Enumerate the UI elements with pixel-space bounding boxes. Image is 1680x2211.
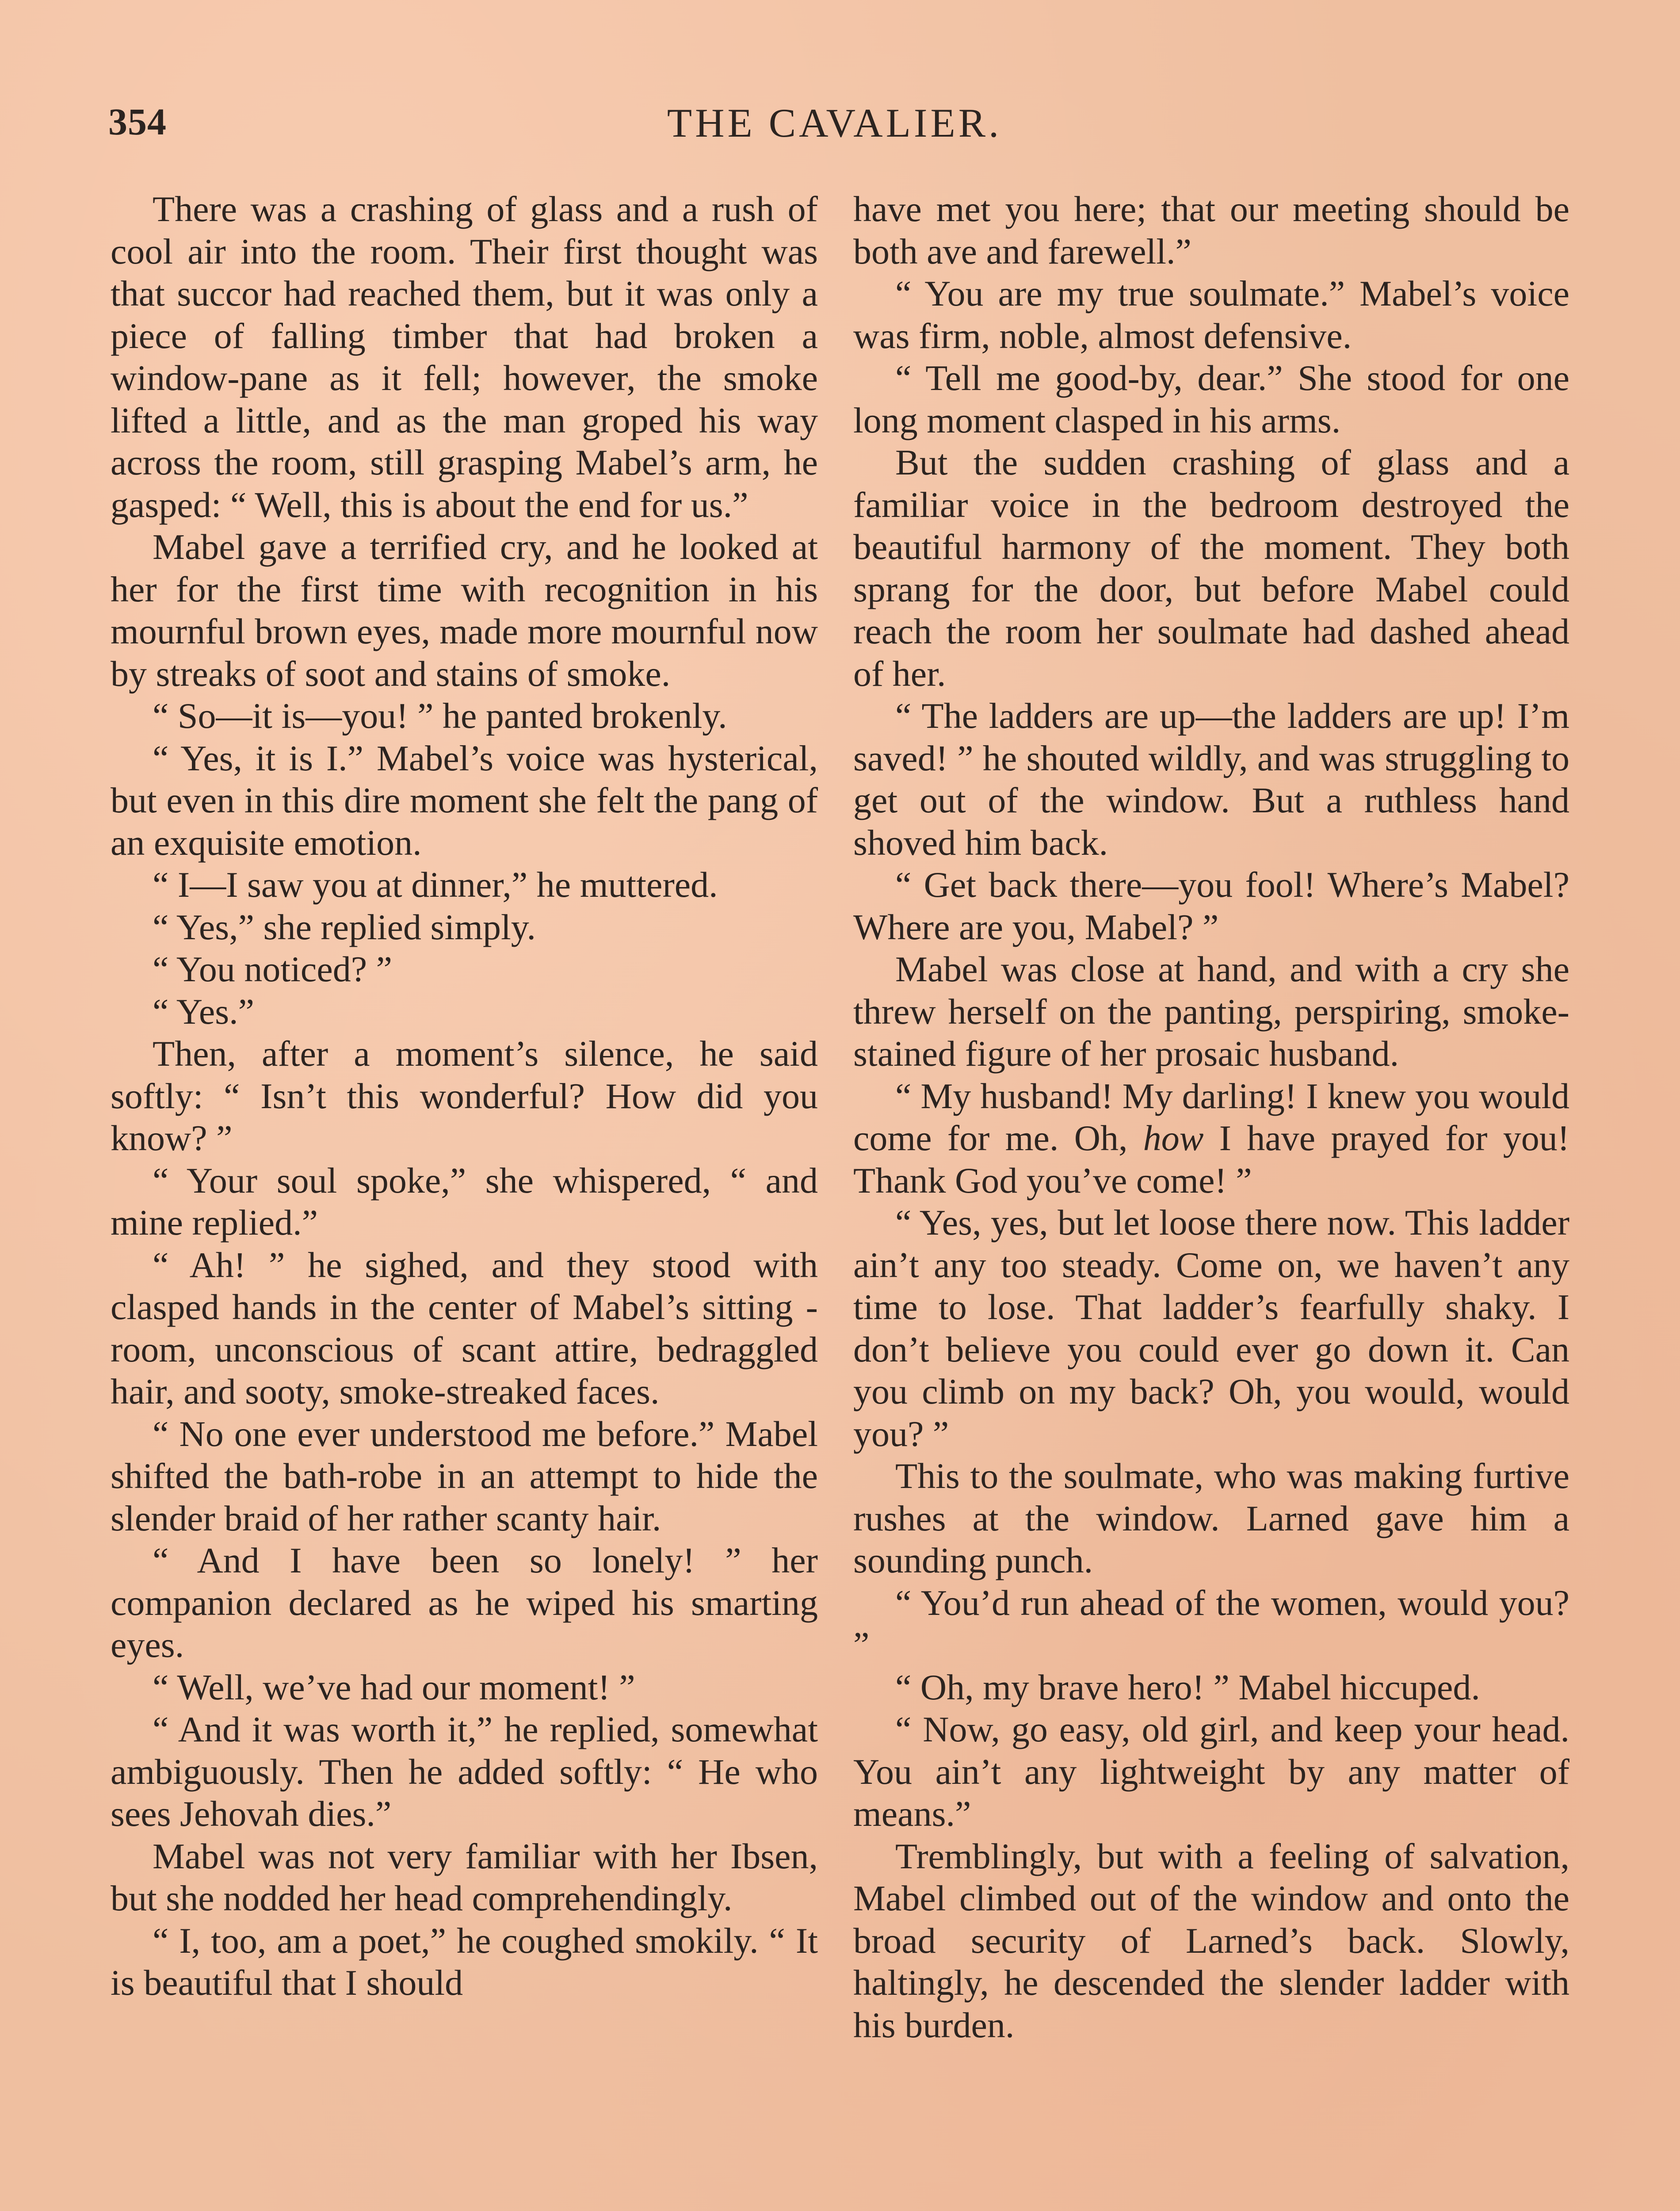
- paragraph: But the sudden crashing of glass and a familiar voice in the bedroom destroyed the beautiful harmony of the moment. They both sprang for the door, but before Mabel could reach the room her soulmate had dashed ahead of her.: [853, 442, 1569, 694]
- paragraph: Then, after a moment’s silence, he said softly: “ Isn’t this wonderful? How did you know? ”: [111, 1033, 818, 1158]
- paragraph: There was a crashing of glass and a rush of cool air into the room. Their first thought was that succor had reached them, but it was only a piece of falling timber that had broken a window-pane as it fell; however, the smoke lifted a little, and as the man groped his way across the room, still grasping Mabel’s arm, he gasped: “ Well, this is about the end for us.”: [111, 189, 818, 525]
- paragraph: “ So—it is—you! ” he panted brokenly.: [153, 696, 727, 736]
- paragraph: “ Well, we’ve had our moment! ”: [153, 1667, 635, 1707]
- paragraph: “ Yes.”: [153, 991, 255, 1032]
- continued-paragraph: have met you here; that our meeting should be both ave and farewell.”: [853, 189, 1569, 272]
- left-text-column: [111, 188, 818, 2004]
- paragraph: “ Oh, my brave hero! ” Mabel hiccuped.: [895, 1667, 1480, 1707]
- page-header: [104, 91, 1565, 153]
- paragraph: Tremblingly, but with a feeling of salvation, Mabel climbed out of the window and onto the broad security of Larned’s back. Slowly, haltingly, he descended the slender ladder with his burden.: [853, 1836, 1569, 2045]
- paragraph: “ You’d run ahead of the women, would you? ”: [853, 1582, 1569, 1665]
- right-text-column: [853, 188, 1569, 2046]
- paragraph: “ I, too, am a poet,” he coughed smokily. “ It is beautiful that I should: [111, 1920, 818, 2003]
- paragraph: “ Ah! ” he sighed, and they stood with clasped hands in the center of Mabel’s sitting - room, unconscious of scant attire, bedraggled hair, and sooty, smoke-streaked faces.: [111, 1244, 818, 1412]
- paragraph: This to the soulmate, who was making furtive rushes at the window. Larned gave him a sounding punch.: [853, 1456, 1569, 1580]
- paragraph: “ And I have been so lonely! ” her companion declared as he wiped his smarting eyes.: [111, 1540, 818, 1665]
- prayer-text-before: “ My husband! My darling! I knew you would come for me. Oh,: [853, 1075, 1569, 1158]
- paragraph: “ Yes, yes, but let loose there now. This ladder ain’t any too steady. Come on, we haven’t any time to lose. That ladder’s fearfully shaky. I don’t believe you could ever go down it. Can you climb on my back? Oh, you would, would you? ”: [853, 1202, 1569, 1454]
- prayer-text-after: I have prayed for you! Thank God you’ve come! ”: [853, 1118, 1570, 1201]
- paragraph: “ And it was worth it,” he replied, somewhat ambiguously. Then he added softly: “ He who sees Jehovah dies.”: [111, 1709, 818, 1834]
- paragraph: “ Now, go easy, old girl, and keep your head. You ain’t any lightweight by any matter of means.”: [853, 1709, 1569, 1834]
- paragraph: “ The ladders are up—the ladders are up! I’m saved! ” he shouted wildly, and was struggling to get out of the window. But a ruthless hand shoved him back.: [853, 696, 1569, 863]
- page-number: 354: [108, 100, 167, 143]
- paragraph: Mabel was close at hand, and with a cry she threw herself on the panting, perspiring, smoke-stained figure of her prosaic husband.: [853, 949, 1569, 1074]
- paragraph: Mabel gave a terrified cry, and he looked at her for the first time with recognition in his mournful brown eyes, made more mournful now by streaks of soot and stains of smoke.: [111, 527, 818, 694]
- paragraph: “ I—I saw you at dinner,” he muttered.: [153, 865, 718, 905]
- paragraph: “ Your soul spoke,” she whispered, “ and mine replied.”: [111, 1160, 818, 1243]
- prayer-paragraph: [853, 1075, 1569, 1202]
- paragraph: “ Yes, it is I.” Mabel’s voice was hysterical, but even in this dire moment she felt the pang of an exquisite emotion.: [111, 738, 818, 863]
- paragraph: Mabel was not very familiar with her Ibsen, but she nodded her head comprehendingly.: [111, 1836, 818, 1918]
- paragraph: “ Get back there—you fool! Where’s Mabel? Where are you, Mabel? ”: [853, 865, 1569, 947]
- emphasized-word: how: [1143, 1118, 1204, 1158]
- paragraph: “ You noticed? ”: [153, 949, 393, 989]
- paragraph: “ Yes,” she replied simply.: [153, 907, 536, 947]
- paragraph: “ You are my true soulmate.” Mabel’s voice was firm, noble, almost defensive.: [853, 273, 1569, 356]
- paragraph: “ No one ever understood me before.” Mabel shifted the bath-robe in an attempt to hide the slender braid of her rather scanty hair.: [111, 1413, 818, 1538]
- running-head-title: THE CAVALIER.: [667, 100, 1002, 145]
- paragraph: “ Tell me good-by, dear.” She stood for one long moment clasped in his arms.: [853, 358, 1569, 440]
